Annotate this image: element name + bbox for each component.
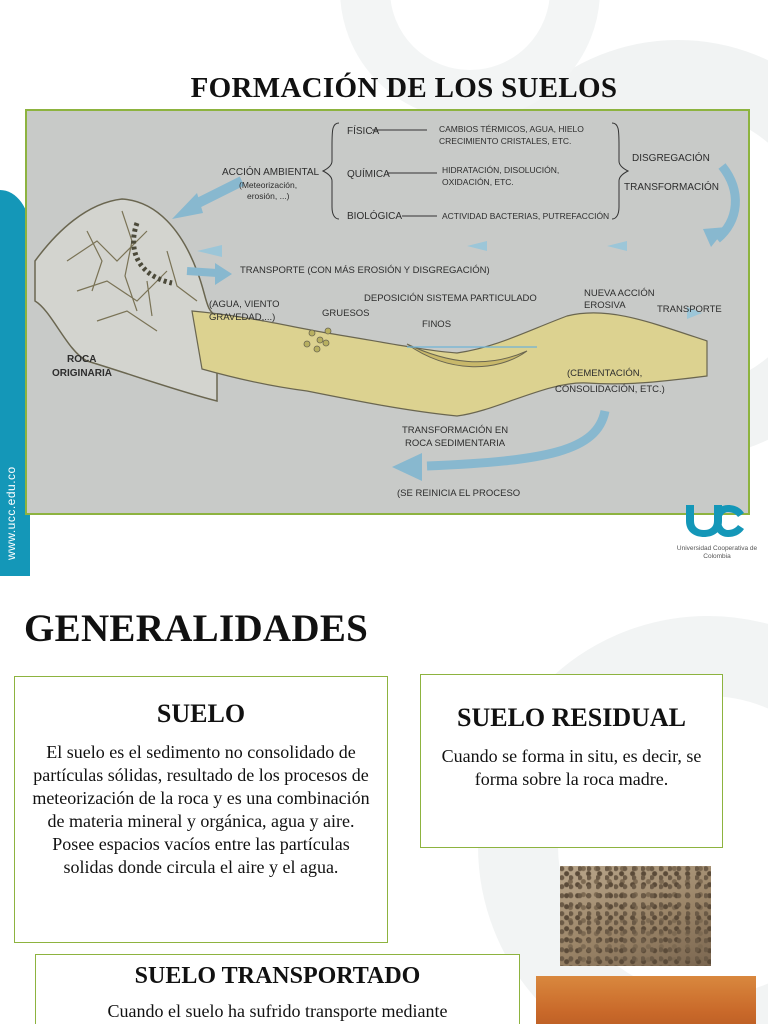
label-quimica-desc1: HIDRATACIÓN, DISOLUCIÓN, — [442, 165, 560, 175]
label-fisica-desc1: CAMBIOS TÉRMICOS, AGUA, HIELO — [439, 124, 584, 134]
label-gruesos: GRUESOS — [322, 308, 370, 319]
card-residual-body: Cuando se forma in situ, es decir, se forma sobre la roca madre. — [441, 746, 702, 789]
brace-right — [612, 123, 628, 219]
slide-title: FORMACIÓN DE LOS SUELOS — [190, 72, 618, 104]
label-accion-ambiental: ACCIÓN AMBIENTAL — [222, 167, 320, 178]
label-cementacion1: (CEMENTACIÓN, — [567, 368, 643, 379]
label-transf-roca2: ROCA SEDIMENTARIA — [405, 438, 506, 449]
card-transportado-title: SUELO TRANSPORTADO — [134, 963, 421, 989]
card-residual-title: SUELO RESIDUAL — [456, 703, 686, 732]
card-suelo-transportado — [35, 954, 520, 1024]
arrow-bottom-loop-head — [392, 453, 422, 481]
card-suelo-body: El suelo es el sedimento no consolidado de partículas sólidas, resultado de los procesos de meteorización de la roca y es una combinación de materia mineral y orgánica, agua y aire. Posee espacios vacíos entre las partículas solidas donde circula el aire y el agua. — [32, 742, 370, 877]
arrow-transport-head — [215, 263, 232, 285]
label-fisica-desc2: CRECIMIENTO CRISTALES, ETC. — [439, 136, 572, 146]
label-transf-roca1: TRANSFORMACIÓN EN — [402, 425, 509, 436]
logo-text: Universidad Cooperativa de Colombia — [676, 545, 758, 560]
arrow-back-2 — [467, 241, 487, 251]
arrow-back-3 — [197, 245, 222, 257]
label-nueva-accion1: NUEVA ACCIÓN — [584, 288, 655, 299]
university-logo — [672, 503, 762, 565]
soil-formation-diagram — [25, 109, 750, 515]
label-agua-viento2: GRAVEDAD,...) — [209, 312, 276, 323]
label-accion-sub2: erosión, ...) — [247, 191, 290, 201]
label-quimica-desc2: OXIDACIÓN, ETC. — [442, 177, 514, 187]
label-disgregacion: DISGREGACIÓN — [632, 153, 710, 164]
label-agua-viento1: (AGUA, VIENTO — [209, 299, 280, 310]
label-fisica: FÍSICA — [347, 126, 380, 137]
logo-mark-icon — [682, 503, 746, 539]
card-suelo-title: SUELO — [156, 699, 246, 728]
label-roca1: ROCA — [67, 354, 97, 365]
brace-left — [323, 123, 339, 219]
soil-photo-gravel — [560, 866, 711, 966]
arrow-transport — [187, 271, 217, 273]
soil-photo-clay — [536, 976, 756, 1024]
arrow-back-1 — [607, 241, 627, 251]
label-biologica: BIOLÓGICA — [347, 211, 403, 222]
label-transporte-right: TRANSPORTE — [657, 304, 722, 315]
slide-generalidades — [0, 576, 768, 1024]
label-biologica-desc: ACTIVIDAD BACTERIAS, PUTREFACCIÓN — [442, 211, 610, 221]
label-finos: FINOS — [422, 319, 452, 330]
label-transformacion: TRANSFORMACIÓN — [624, 182, 719, 193]
label-transporte-top: TRANSPORTE (CON MÁS EROSIÓN Y DISGREGACIÓN) — [240, 265, 490, 276]
side-url-text: www.ucc.edu.co — [4, 466, 18, 560]
card-suelo-residual — [420, 674, 723, 848]
section-heading: GENERALIDADES — [24, 607, 369, 650]
label-accion-sub1: (Meteorización, — [239, 180, 298, 190]
label-roca2: ORIGINARIA — [52, 368, 112, 379]
arrow-top-left-head — [172, 193, 203, 219]
label-nueva-accion2: EROSIVA — [584, 300, 626, 311]
label-cementacion2: CONSOLIDACIÓN, ETC.) — [555, 384, 665, 395]
label-quimica: QUÍMICA — [347, 169, 390, 180]
diagram-canvas — [27, 111, 748, 513]
card-suelo — [14, 676, 388, 943]
label-deposicion: DEPOSICIÓN SISTEMA PARTICULADO — [364, 293, 537, 304]
card-transportado-body: Cuando el suelo ha sufrido transporte mediante — [107, 1001, 448, 1021]
label-reinicia: (SE REINICIA EL PROCESO — [397, 488, 521, 499]
